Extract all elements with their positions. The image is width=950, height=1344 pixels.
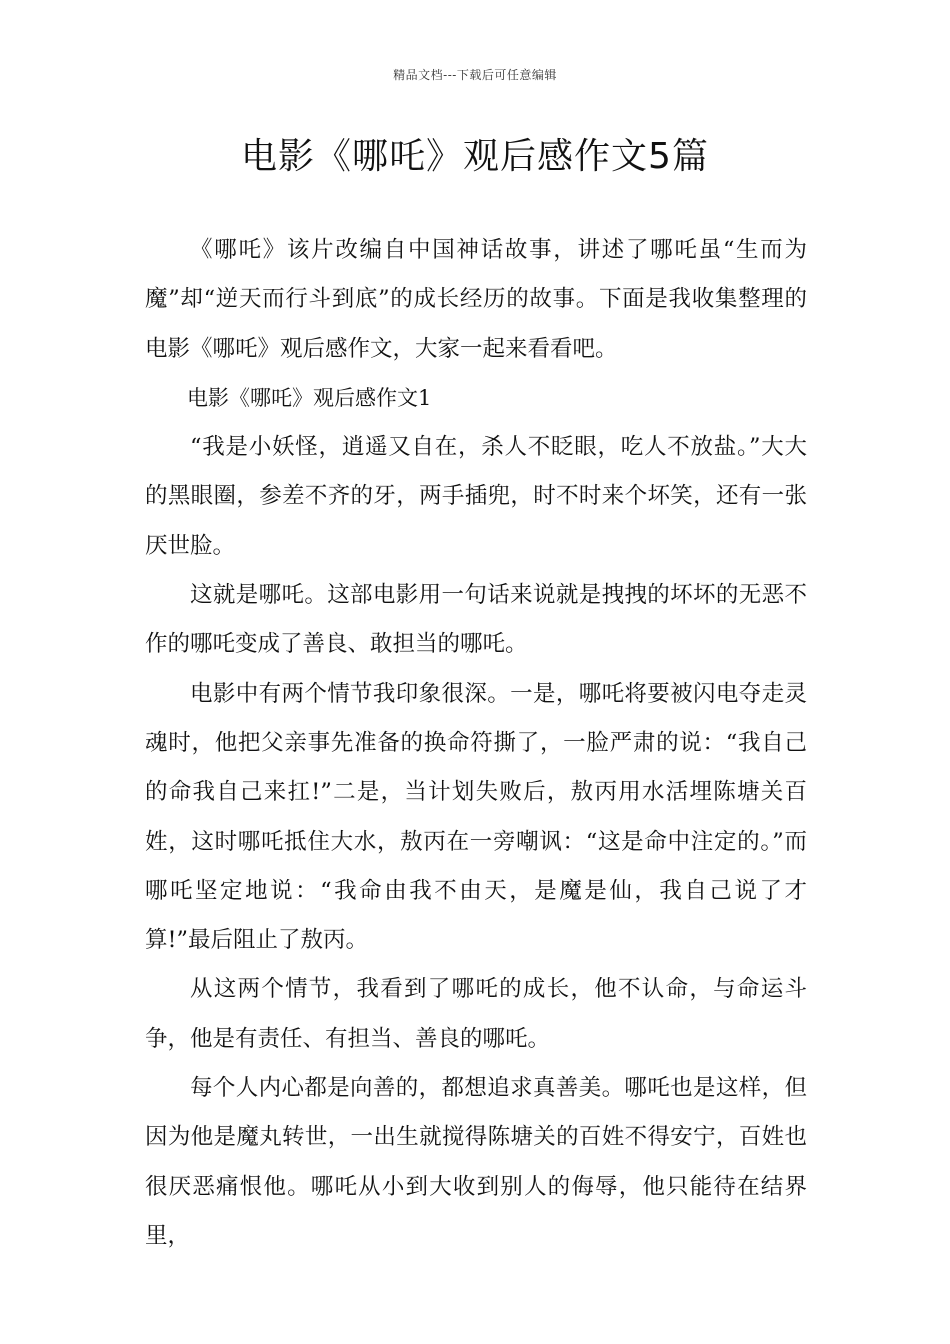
document-title: 电影《哪吒》观后感作文5篇: [241, 136, 709, 177]
body-paragraph: 电影中有两个情节我印象很深。一是，哪吒将要被闪电夺走灵魂时，他把父亲事先准备的换命符撕了，一脸严肃的说：“我自己的命我自己来扛!”二是，当计划失败后，敖丙用水活埋陈塘关百姓，这时哪吒抵住大水，敖丙在一旁嘲讽：“这是命中注定的。”而哪吒坚定地说：“我命由我不由天，是魔是仙，我自己说了才算!”最后阻止了敖丙。: [145, 680, 807, 954]
intro-paragraph: 《哪吒》该片改编自中国神话故事，讲述了哪吒虽“生而为魔”却“逆天而行斗到底”的成长经历的故事。下面是我收集整理的电影《哪吒》观后感作文，大家一起来看看吧。: [145, 237, 807, 362]
body-paragraph: 从这两个情节，我看到了哪吒的成长，他不认命，与命运斗争，他是有责任、有担当、善良的哪吒。: [145, 976, 807, 1052]
document-body: [145, 226, 807, 1261]
body-paragraph: “我是小妖怪，逍遥又自在，杀人不眨眼，吃人不放盐。”大大的黑眼圈，参差不齐的牙，两手插兜，时不时来个坏笑，还有一张厌世脸。: [145, 434, 807, 559]
section-heading: 电影《哪吒》观后感作文1: [187, 385, 432, 410]
page-header-note: 精品文档---下载后可任意编辑: [393, 68, 557, 82]
body-paragraph: 这就是哪吒。这部电影用一句话来说就是拽拽的坏坏的无恶不作的哪吒变成了善良、敢担当的哪吒。: [145, 582, 807, 658]
body-paragraph: 每个人内心都是向善的，都想追求真善美。哪吒也是这样，但因为他是魔丸转世，一出生就搅得陈塘关的百姓不得安宁，百姓也很厌恶痛恨他。哪吒从小到大收到别人的侮辱，他只能待在结界里，: [145, 1075, 807, 1249]
